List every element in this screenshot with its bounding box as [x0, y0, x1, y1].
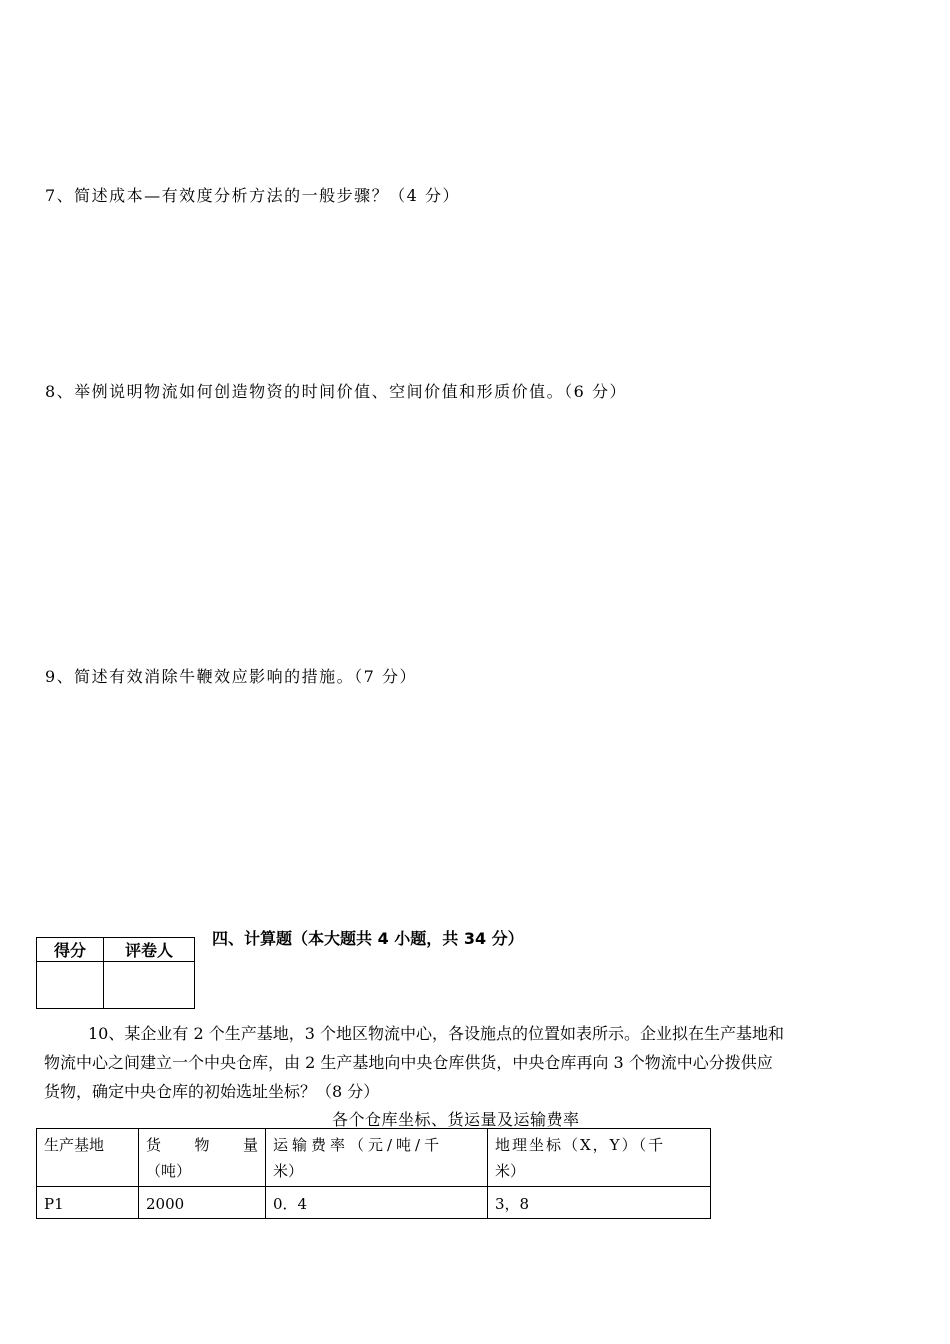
question-8: 8、举例说明物流如何创造物资的时间价值、空间价值和形质价值。（6 分） — [45, 382, 627, 401]
grader-cell — [104, 962, 195, 1009]
grader-header: 评卷人 — [104, 938, 195, 962]
warehouse-table — [36, 1128, 711, 1219]
cell-base: P1 — [37, 1187, 139, 1219]
header-rate: 运输费率（元/吨/千 米） — [266, 1129, 488, 1187]
cell-coords: 3，8 — [488, 1187, 711, 1219]
table-row — [37, 1187, 711, 1219]
header-base: 生产基地 — [37, 1129, 139, 1187]
question-10-line-3: 货物，确定中央仓库的初始选址坐标？（8 分） — [44, 1082, 380, 1101]
table-header-row — [37, 1129, 711, 1187]
cell-volume: 2000 — [139, 1187, 266, 1219]
score-header: 得分 — [37, 938, 104, 962]
question-10 — [44, 1019, 906, 1106]
question-9: 9、简述有效消除牛鞭效应影响的措施。（7 分） — [45, 667, 417, 686]
cell-rate: 0．4 — [266, 1187, 488, 1219]
score-box — [36, 937, 195, 1009]
score-cell — [37, 962, 104, 1009]
header-coords: 地理坐标（X，Y）（千 米） — [488, 1129, 711, 1187]
table-caption: 各个仓库坐标、货运量及运输费率 — [332, 1110, 580, 1129]
question-7: 7、简述成本—有效度分析方法的一般步骤？（4 分） — [45, 186, 460, 205]
question-10-line-1: 10、某企业有 2 个生产基地，3 个地区物流中心，各设施点的位置如表所示。企业拟在生产基地和 — [88, 1024, 784, 1043]
section-title: 四、计算题（本大题共 4 小题，共 34 分） — [212, 929, 524, 948]
header-volume: 货 物 量 （吨） — [139, 1129, 266, 1187]
question-10-line-2: 物流中心之间建立一个中央仓库，由 2 生产基地向中央仓库供货，中央仓库再向 3 个物流中心分拨供应 — [44, 1053, 773, 1072]
